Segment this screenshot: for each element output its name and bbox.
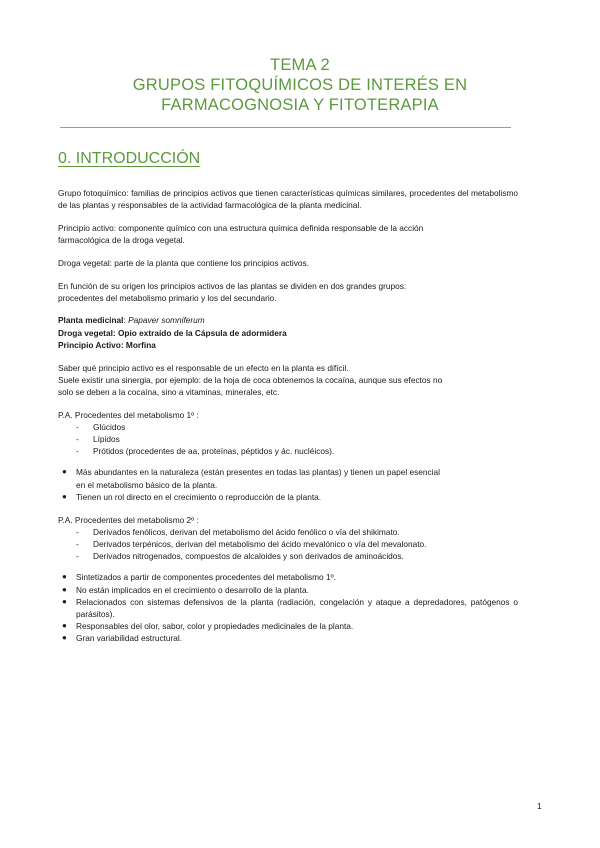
bullet-text: Sintetizados a partir de componentes procedentes del metabolismo 1º. <box>76 572 336 583</box>
example-planta <box>58 314 518 326</box>
paragraph-line: Saber qué principio activo es el responsable de un efecto en la planta es difícil. <box>58 362 349 373</box>
list-item <box>58 526 518 538</box>
list-item-text: Derivados terpénicos, derivan del metabolismo del ácido mevalónico o vía del mevalonato. <box>93 538 427 549</box>
list-item <box>58 550 518 562</box>
paragraph-line: En función de su origen los principios activos de las plantas se dividen en dos grandes grupos: <box>58 280 407 291</box>
bullet-marker: ● <box>62 621 67 631</box>
list-item-text: Glúcidos <box>93 421 126 432</box>
paragraph-line: Suele existir una sinergia, por ejemplo: de la hoja de coca obtenemos la cocaína, aunque sus efectos no <box>58 374 443 385</box>
example-droga <box>58 327 518 339</box>
primary-list <box>58 421 518 458</box>
list-item <box>58 433 518 445</box>
paragraph-principio-activo <box>58 222 518 246</box>
bullet-marker: ● <box>62 633 67 643</box>
secondary-heading: P.A. Procedentes del metabolismo 2º : <box>58 514 199 525</box>
primary-heading: P.A. Procedentes del metabolismo 1º : <box>58 409 199 420</box>
list-item <box>58 421 518 433</box>
dash-marker: - <box>76 421 79 432</box>
bullet-marker: ● <box>62 584 67 594</box>
bullet-item <box>58 596 518 620</box>
list-item-text: Prótidos (procedentes de aa, proteínas, péptidos y ác. nucléicos). <box>93 446 335 457</box>
list-item <box>58 445 518 457</box>
bullet-text: Más abundantes en la naturaleza (están presentes en todas las plantas) y tienen un papel esencial <box>76 467 440 478</box>
bullet-text: Relacionados con sistemas defensivos de la planta (radiación, congelación y ataque a depredadores, patógenos o parásitos). <box>76 596 518 619</box>
title-line-2: GRUPOS FITOQUÍMICOS DE INTERÉS EN <box>132 76 468 94</box>
dash-marker: - <box>76 446 79 457</box>
list-item <box>58 538 518 550</box>
title-line-3: FARMACOGNOSIA Y FITOTERAPIA <box>161 96 439 114</box>
paragraph-droga-vegetal: Droga vegetal: parte de la planta que contiene los principios activos. <box>58 257 309 268</box>
paragraph-line: farmacológica de la droga vegetal. <box>58 235 185 246</box>
document-body <box>58 187 518 645</box>
dash-marker: - <box>76 434 79 445</box>
secondary-list <box>58 526 518 563</box>
bullet-item <box>58 491 518 503</box>
bullet-marker: ● <box>62 491 67 501</box>
bullet-text: Gran variabilidad estructural. <box>76 633 183 644</box>
example-value: Papaver somniferum <box>128 315 205 326</box>
example-label: Droga vegetal <box>58 327 113 338</box>
example-label: Principio Activo <box>58 339 121 350</box>
example-value: : Opio extraído de la Cápsula de adormidera <box>112 327 287 338</box>
example-separator: : <box>123 315 129 326</box>
dash-marker: - <box>76 551 79 562</box>
list-item-text: Derivados fenólicos, derivan del metabolismo del ácido fenólico o vía del shikimato. <box>93 526 400 537</box>
example-value: : Morfina <box>120 339 156 350</box>
paragraph-line: procedentes del metabolismo primario y los del secundario. <box>58 292 277 303</box>
paragraph-line: solo se deben a la cocaína, sino a vitaminas, minerales, etc. <box>58 386 280 397</box>
primary-bullets <box>58 466 518 503</box>
paragraph-line: Principio activo: componente químico con una estructura química definida responsable de la acción <box>58 222 424 233</box>
list-item-text: Derivados nitrogenados, compuestos de alcaloides y son derivados de aminoácidos. <box>93 551 404 562</box>
bullet-marker: ● <box>62 596 67 606</box>
bullet-item <box>58 466 518 490</box>
paragraph-grupo-fotoquimico: Grupo fotoquímico: familias de principios activos que tienen características químicas similares, procedentes del metabolismo de las plantas y responsables de la actividad farmacológica de la planta medicinal. <box>58 188 518 211</box>
bullet-marker: ● <box>62 572 67 582</box>
bullet-item <box>58 620 518 632</box>
bullet-marker: ● <box>62 467 67 477</box>
dash-marker: - <box>76 538 79 549</box>
example-block <box>58 314 518 351</box>
bullet-text: No están implicados en el crecimiento o desarrollo de la planta. <box>76 584 309 595</box>
secondary-bullets <box>58 571 518 644</box>
section-heading: 0. INTRODUCCIÓN <box>58 150 201 167</box>
dash-marker: - <box>76 526 79 537</box>
bullet-text: Tienen un rol directo en el crecimiento o reproducción de la planta. <box>76 491 322 502</box>
document-title <box>60 55 540 115</box>
bullet-item <box>58 632 518 644</box>
page-number: 1 <box>537 801 542 811</box>
title-divider <box>60 127 511 128</box>
bullet-item <box>58 571 518 583</box>
bullet-text: Responsables del olor, sabor, color y propiedades medicinales de la planta. <box>76 621 354 632</box>
bullet-text: en el metabolismo básico de la planta. <box>76 479 218 490</box>
list-item-text: Lípidos <box>93 434 120 445</box>
example-principio <box>58 339 518 351</box>
paragraph-sinergia <box>58 362 518 399</box>
paragraph-origen <box>58 280 518 304</box>
title-line-1: TEMA 2 <box>270 56 330 74</box>
example-label: Planta medicinal <box>58 315 124 326</box>
bullet-item <box>58 584 518 596</box>
